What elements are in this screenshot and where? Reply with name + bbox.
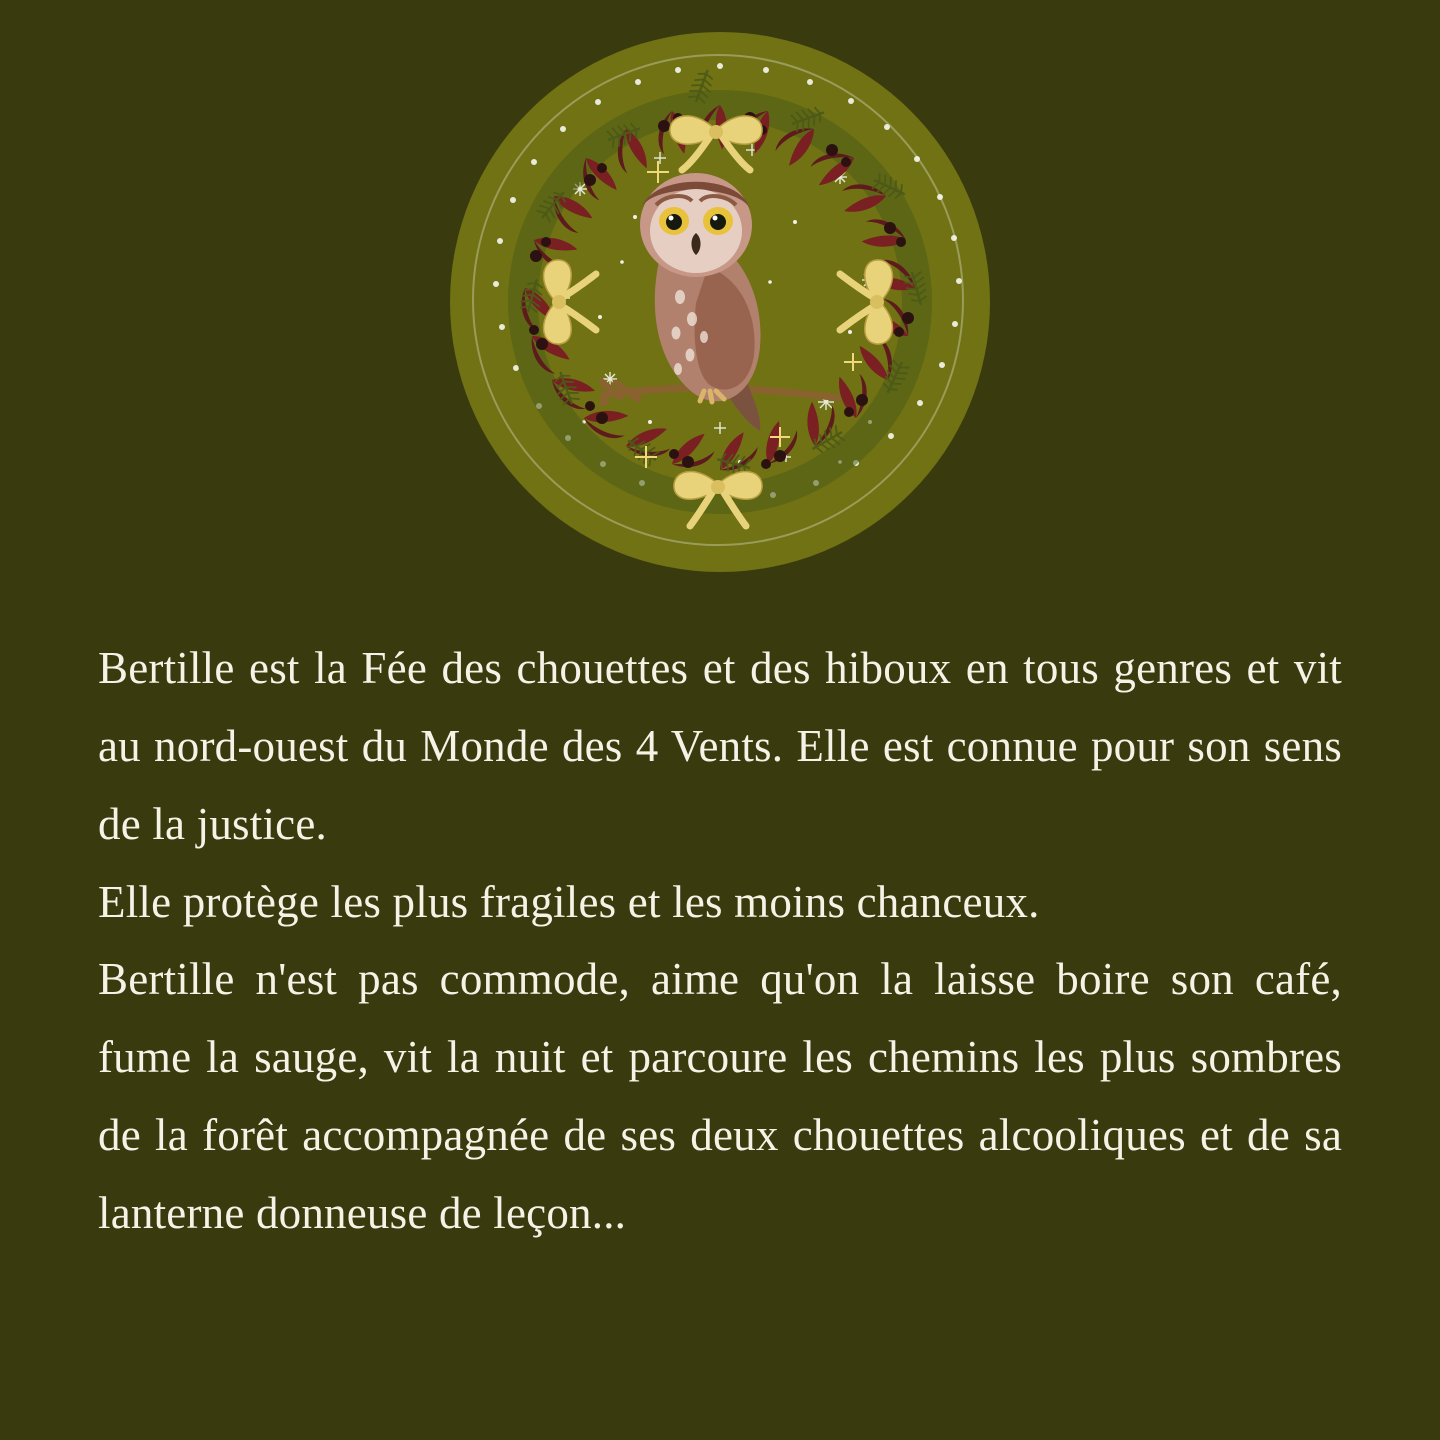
owl-wreath-illustration <box>450 32 990 572</box>
paragraph-1: Bertille est la Fée des chouettes et des hiboux en tous genres et vit au nord-ouest du Monde des 4 Vents. Elle est connue pour son sens de la justice. <box>98 643 1342 849</box>
paragraph-2: Elle protège les plus fragiles et les moins chanceux. <box>98 876 1040 927</box>
owl-icon <box>600 147 840 457</box>
paragraph-3: Bertille n'est pas commode, aime qu'on la laisse boire son café, fume la sauge, vit la nuit et parcoure les chemins les plus sombres de la forêt accompagnée de ses deux chouettes alcooliques et de sa lanterne donneuse de leçon... <box>98 954 1342 1238</box>
story-text <box>50 630 1390 1253</box>
illustration-disc <box>450 32 990 572</box>
